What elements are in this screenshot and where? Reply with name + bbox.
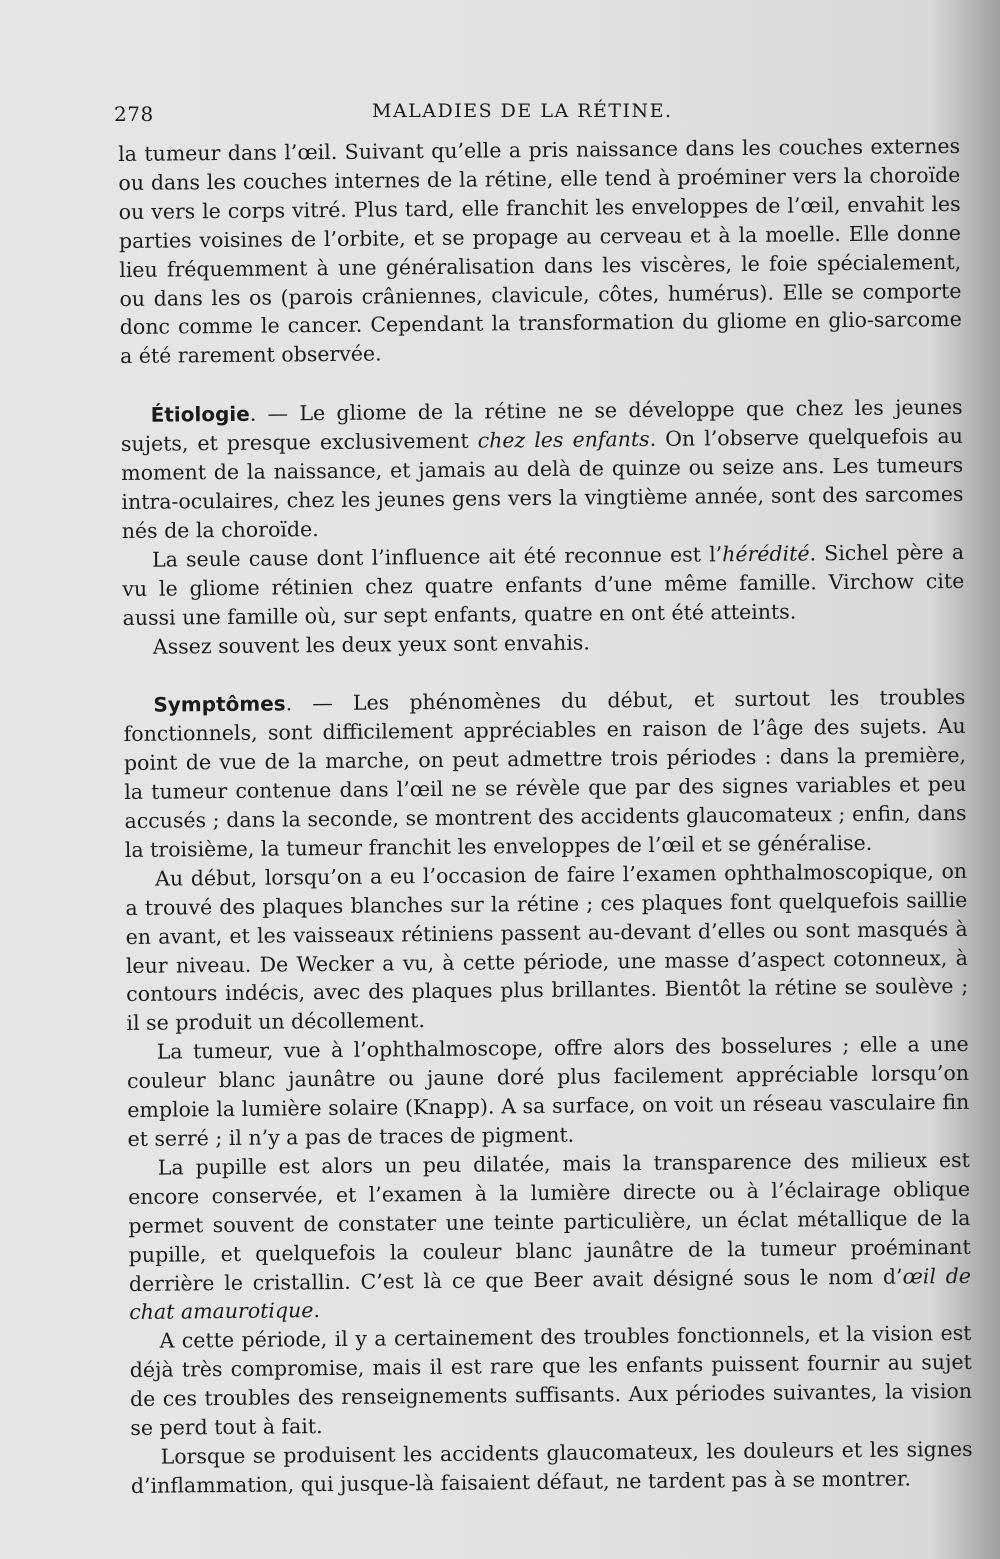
page-header — [112, 96, 952, 136]
etiologie-italic-text: chez les enfants — [477, 427, 650, 453]
symptomes-paragraph-2: Au début, lorsqu’on a eu l’occasion de faire l’examen ophthalmoscopique, on a trouvé des plaques blanches sur la rétine ; ces plaques font quelquefois saillie en avant, et les vaisseaux rétiniens passent au-devant d’elles ou sont masqués à leur niveau. De Wecker a vu, à cette période, une masse d’aspect cotonneux, à contours indécis, avec des plaques plus brillantes. Bientôt la rétine se soulève ; il se produit un décollement. — [125, 858, 969, 1036]
intro-paragraph: la tumeur dans l’œil. Suivant qu’elle a pris naissance dans les couches externes ou dans les couches internes de la rétine, elle tend à proéminer vers la choroïde ou vers le corps vitré. Plus tard, elle franchit les enveloppes de l’œil, envahit les parties voisines de l’orbite, et se propage au cerveau et à la moelle. Elle donne lieu fréquemment à une généralisation dans les viscères, le foie spécialement, ou dans les os (parois crâniennes, clavicule, côtes, humérus). Elle se comporte donc comme le cancer. Cependant la transformation du gliome en glio-sarcome a été rarement observée. — [118, 133, 962, 369]
etiologie-paragraph-1 — [121, 393, 964, 546]
pupille-text-b: . — [313, 1298, 321, 1323]
running-head: MALADIES DE LA RÉTINE. — [372, 100, 673, 122]
etiologie-text-b: . On l’observe quelquefois au moment de la naissance, et jamais au delà de quinze ou seize ans. Les tumeurs intra-oculaires, chez les jeunes gens vers la vingtième année, sont des sarcomes nés de la choroïde. — [121, 424, 964, 543]
pupille-text-a: La pupille est alors un peu dilatée, mais la transparence des milieux est encore conservée, et l’examen à la lumière directe ou à l’éclairage oblique permet souvent de constater une teinte particulière, un éclat métallique de la pupille, et quelquefois la couleur blanc jaunâtre de la tumeur proéminant derrière le cristallin. C’est là ce que Beer avait désigné sous le nom d’ — [128, 1147, 971, 1296]
symptomes-heading-separator: . — — [285, 691, 354, 716]
symptomes-heading: Symptômes — [153, 691, 286, 718]
heredite-text-a: La seule cause dont l’influence ait été reconnue est l’ — [151, 542, 723, 572]
etiologie-text-a: Le gliome de la rétine ne se développe que chez les jeunes sujets, et presque exclusivement — [120, 395, 963, 457]
etiologie-heading: Étiologie — [150, 401, 250, 427]
symptomes-paragraph-4 — [128, 1146, 972, 1328]
etiologie-paragraph-2 — [122, 538, 965, 633]
symptomes-paragraph-3: La tumeur, vue à l’ophthalmoscope, offre alors des bosselures ; elle a une couleur blanc jaunâtre ou jaune doré plus facilement appréciable lorsqu’on emploie la lumière solaire (Knapp). A sa surface, on voit un réseau vasculaire fin et serré ; il n’y a pas de traces de pigment. — [126, 1032, 970, 1151]
symptomes-paragraph-1 — [123, 683, 967, 865]
heredite-text-b: . Sichel père a vu le gliome rétinien chez quatre enfants d’une même famille. Virchow cite aussi une famille où, sur sept enfants, quatre en ont été atteints. — [122, 539, 965, 630]
pupille-italic-text: œil de chat amaurotique — [129, 1263, 972, 1325]
etiologie-paragraph-3: Assez souvent les deux yeux sont envahis. — [152, 629, 591, 659]
symptomes-paragraph-5: A cette période, il y a certainement des troubles fonctionnels, et la vision est déjà très compromise, mais il est rare que les enfants puissent fournir au sujet de ces troubles des renseignements suffisants. Aux périodes suivantes, la vision se perd tout à fait. — [129, 1321, 973, 1441]
etiologie-heading-separator: . — — [249, 401, 300, 426]
symptomes-text: Les phénomènes du début, et surtout les troubles fonctionnels, sont difficilement appréciables en raison de l’âge des sujets. Au point de vue de la marche, on peut admettre trois périodes : dans la première, la tumeur contenue dans l’œil ne se révèle que par des signes variables et peu accusés ; dans la seconde, se montrent des accidents glaucomateux ; enfin, dans la troisième, la tumeur franchit les enveloppes de l’œil et se généralise. — [123, 685, 967, 862]
symptomes-paragraph-6: Lorsque se produisent les accidents glaucomateux, les douleurs et les signes d’inflammation, qui jusque-là faisaient défaut, ne tardent pas à se montrer. — [130, 1436, 973, 1498]
page-number: 278 — [114, 102, 154, 126]
body-text — [118, 132, 973, 1501]
heredite-italic-text: hérédité — [722, 541, 810, 566]
